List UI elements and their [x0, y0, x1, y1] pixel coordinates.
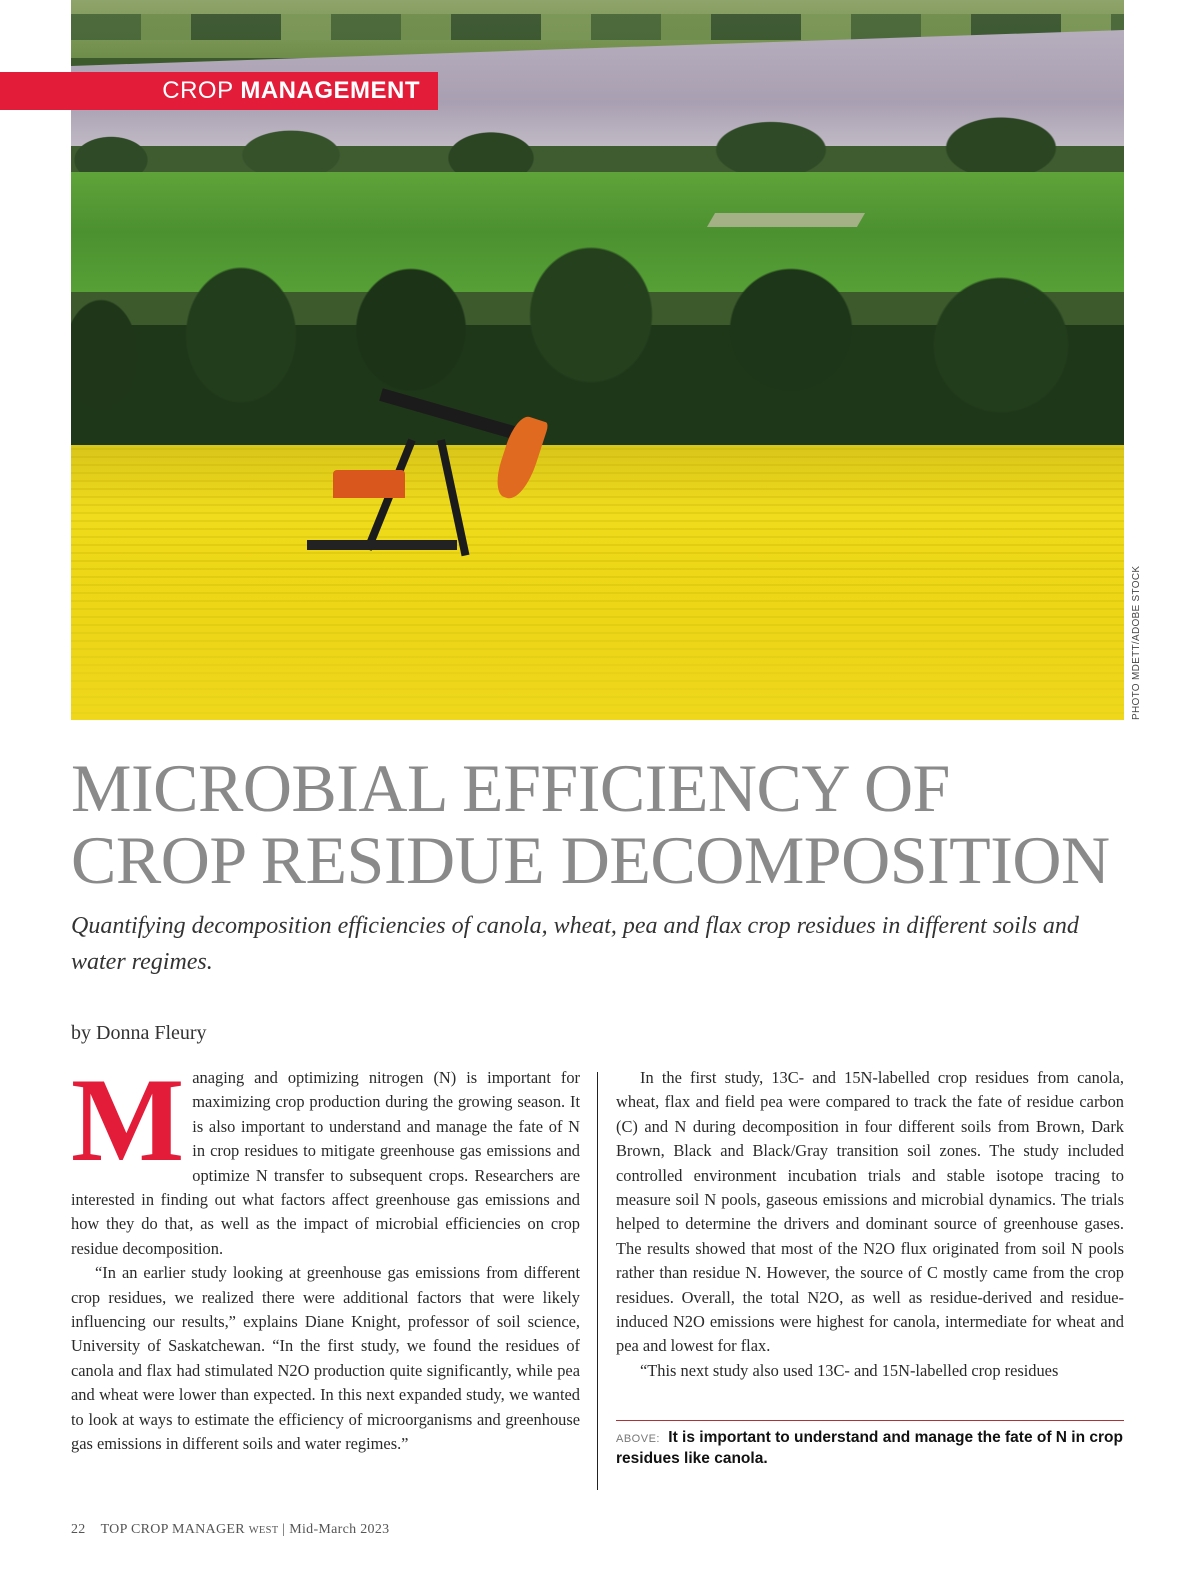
body-column-right — [616, 1066, 1124, 1383]
section-tag-light: CROP — [162, 77, 234, 104]
caption-text: It is important to understand and manage the fate of N in crop residues like canola. — [616, 1429, 1123, 1467]
magazine-name: TOP CROP MANAGER — [100, 1522, 245, 1537]
farm-road — [707, 213, 865, 227]
caption-divider — [616, 1420, 1124, 1421]
paragraph — [71, 1053, 580, 1261]
dropcap: M — [71, 1053, 185, 1186]
headline-line-2: CROP RESIDUE DECOMPOSITION — [71, 822, 1110, 898]
page-footer — [71, 1522, 389, 1538]
caption-label: ABOVE: — [616, 1433, 660, 1445]
page-number: 22 — [71, 1522, 86, 1537]
article-headline — [71, 752, 1161, 896]
paragraph: “In an earlier study looking at greenhouse gas emissions from different crop residues, we realized there were additional factors that were likely influencing our results,” explains Diane Knight, professor of soil science, University of Saskatchewan. “In the first study, we found the residues of canola and flax had stimulated N2O production quite significantly, while pea and wheat were lower than expected. In this next expanded study, we wanted to look at ways to estimate the efficiency of microorganisms and greenhouse gas emissions in different soils and water regimes.” — [71, 1263, 580, 1454]
body-column-left — [71, 1053, 580, 1496]
footer-separator: | — [282, 1522, 286, 1537]
paragraph: “This next study also used 13C- and 15N-labelled crop residues — [640, 1360, 1059, 1380]
headline-line-1: MICROBIAL EFFICIENCY OF — [71, 750, 950, 826]
byline: by Donna Fleury — [71, 1022, 207, 1044]
section-tag-bold: MANAGEMENT — [240, 77, 420, 104]
forest-band — [71, 235, 1124, 460]
article-deck: Quantifying decomposition efficiencies of canola, wheat, pea and flax crop residues in different soils and water regimes. — [71, 913, 1079, 975]
issue-date: Mid-March 2023 — [289, 1522, 390, 1537]
photo-caption — [616, 1428, 1124, 1469]
magazine-edition: WEST — [248, 1525, 279, 1536]
column-divider — [597, 1072, 598, 1490]
section-tag — [0, 72, 438, 110]
paragraph: In the first study, 13C- and 15N-labelled crop residues from canola, wheat, flax and field pea were compared to track the fate of residue carbon (C) and N during decomposition in four different soils from Brown, Dark Brown, Black and Black/Gray transition soil zones. The study included controlled environment incubation trials and stable isotope tracing to measure soil N pools, gaseous emissions and microbial dynamics. The trials helped to determine the drivers and dominant source of greenhouse gases. The results showed that most of the N2O flux originated from soil N pools rather than residue N. However, the source of C mostly came from the crop residues. Overall, the total N2O, as well as residue-derived and residue-induced N2O emissions were highest for canola, intermediate for wheat and pea and lowest for flax. — [616, 1068, 1124, 1356]
paragraph-text: anaging and optimizing nitrogen (N) is important for maximizing crop production during the growing season. It is also important to understand and manage the fate of N in crop residues to mitigate greenhouse gas emissions and optimize N transfer to subsequent crops. Researchers are interested in finding out what factors affect greenhouse gas emissions and how they do that, as well as the impact of microbial efficiencies on crop residue decomposition. — [71, 1068, 580, 1258]
photo-credit: PHOTO MDETT/ADOBE STOCK — [1131, 565, 1142, 720]
